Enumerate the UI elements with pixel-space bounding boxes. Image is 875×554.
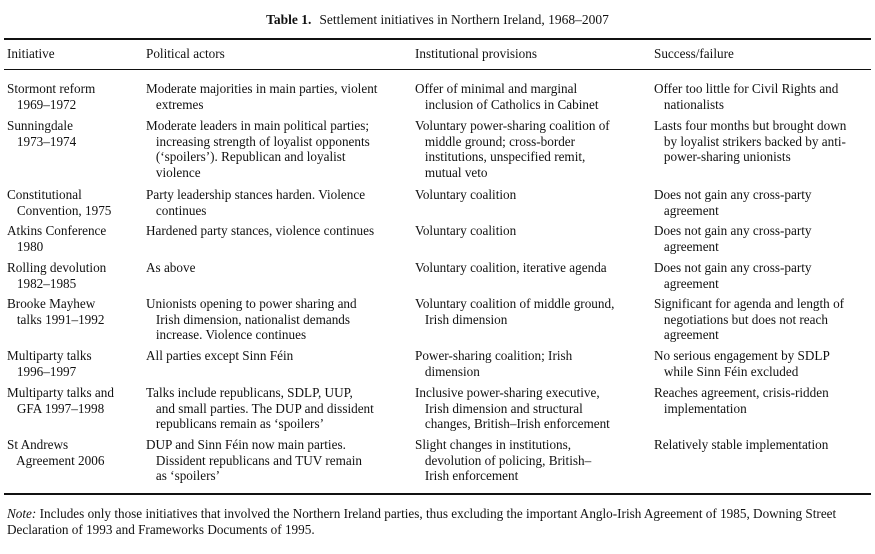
provisions-cell: Voluntary coalition: [415, 223, 517, 238]
table-label: Table 1.: [266, 12, 312, 27]
initiative-cell: Constitutional Convention, 1975: [7, 187, 112, 218]
outcome-cell: Lasts four months but brought down by loyalist strikers backed by anti- power-sharing unionists: [654, 118, 847, 165]
provisions-cell: Offer of minimal and marginal inclusion of Catholics in Cabinet: [415, 81, 599, 112]
bottom-rule: [4, 493, 871, 495]
actors-cell: Party leadership stances harden. Violence continues: [146, 187, 366, 218]
header-rule: [4, 69, 871, 70]
actors-cell: Unionists opening to power sharing and Irish dimension, nationalist demands increase. Violence continues: [146, 296, 357, 343]
provisions-cell: Power-sharing coalition; Irish dimension: [415, 348, 573, 379]
table-header: [0, 46, 875, 64]
outcome-cell: Relatively stable implementation: [654, 437, 829, 452]
provisions-cell: Voluntary coalition, iterative agenda: [415, 260, 607, 275]
actors-cell: All parties except Sinn Féin: [146, 348, 294, 363]
outcome-cell: Does not gain any cross-party agreement: [654, 223, 812, 254]
actors-cell: Moderate leaders in main political parties; increasing strength of loyalist opponents (‘spoilers’). Republican and loyalist violence: [146, 118, 370, 180]
table-title: Settlement initiatives in Northern Ireland, 1968–2007: [319, 12, 609, 27]
table-caption: [0, 12, 875, 28]
initiative-cell: Rolling devolution 1982–1985: [7, 260, 107, 291]
initiative-cell: Multiparty talks 1996–1997: [7, 348, 92, 379]
outcome-cell: Does not gain any cross-party agreement: [654, 260, 812, 291]
note-lead: Note:: [7, 506, 37, 521]
provisions-cell: Slight changes in institutions, devolution of policing, British– Irish enforcement: [415, 437, 592, 484]
outcome-cell: Offer too little for Civil Rights and nationalists: [654, 81, 839, 112]
provisions-cell: Voluntary coalition of middle ground, Irish dimension: [415, 296, 615, 327]
outcome-cell: Significant for agenda and length of negotiations but does not reach agreement: [654, 296, 845, 343]
header-political-actors: Political actors: [146, 46, 225, 61]
top-rule: [4, 38, 871, 40]
header-success-failure: Success/failure: [654, 46, 734, 61]
note-text: Includes only those initiatives that involved the Northern Ireland parties, thus excluding the important Anglo-Irish Agreement of 1985, Downing Street Declaration of 1993 and Frameworks Documents of 1995.: [7, 506, 837, 537]
header-initiative: Initiative: [7, 46, 55, 61]
initiative-cell: St Andrews Agreement 2006: [7, 437, 105, 468]
initiative-cell: Brooke Mayhew talks 1991–1992: [7, 296, 105, 327]
initiative-cell: Atkins Conference 1980: [7, 223, 107, 254]
initiative-cell: Sunningdale 1973–1974: [7, 118, 77, 149]
actors-cell: Moderate majorities in main parties, violent extremes: [146, 81, 378, 112]
table-note: [7, 506, 867, 538]
outcome-cell: Reaches agreement, crisis-ridden implementation: [654, 385, 829, 416]
actors-cell: Hardened party stances, violence continues: [146, 223, 375, 238]
initiative-cell: Multiparty talks and GFA 1997–1998: [7, 385, 114, 416]
header-institutional-provisions: Institutional provisions: [415, 46, 537, 61]
actors-cell: Talks include republicans, SDLP, UUP, and small parties. The DUP and dissident republicans remain as ‘spoilers’: [146, 385, 374, 432]
provisions-cell: Voluntary coalition: [415, 187, 517, 202]
actors-cell: As above: [146, 260, 196, 275]
provisions-cell: Voluntary power-sharing coalition of middle ground; cross-border institutions, unspecified remit, mutual veto: [415, 118, 610, 180]
initiative-cell: Stormont reform 1969–1972: [7, 81, 96, 112]
actors-cell: DUP and Sinn Féin now main parties. Dissident republicans and TUV remain as ‘spoilers’: [146, 437, 362, 484]
outcome-cell: No serious engagement by SDLP while Sinn Féin excluded: [654, 348, 830, 379]
outcome-cell: Does not gain any cross-party agreement: [654, 187, 812, 218]
provisions-cell: Inclusive power-sharing executive, Irish dimension and structural changes, British–Irish enforcement: [415, 385, 610, 432]
